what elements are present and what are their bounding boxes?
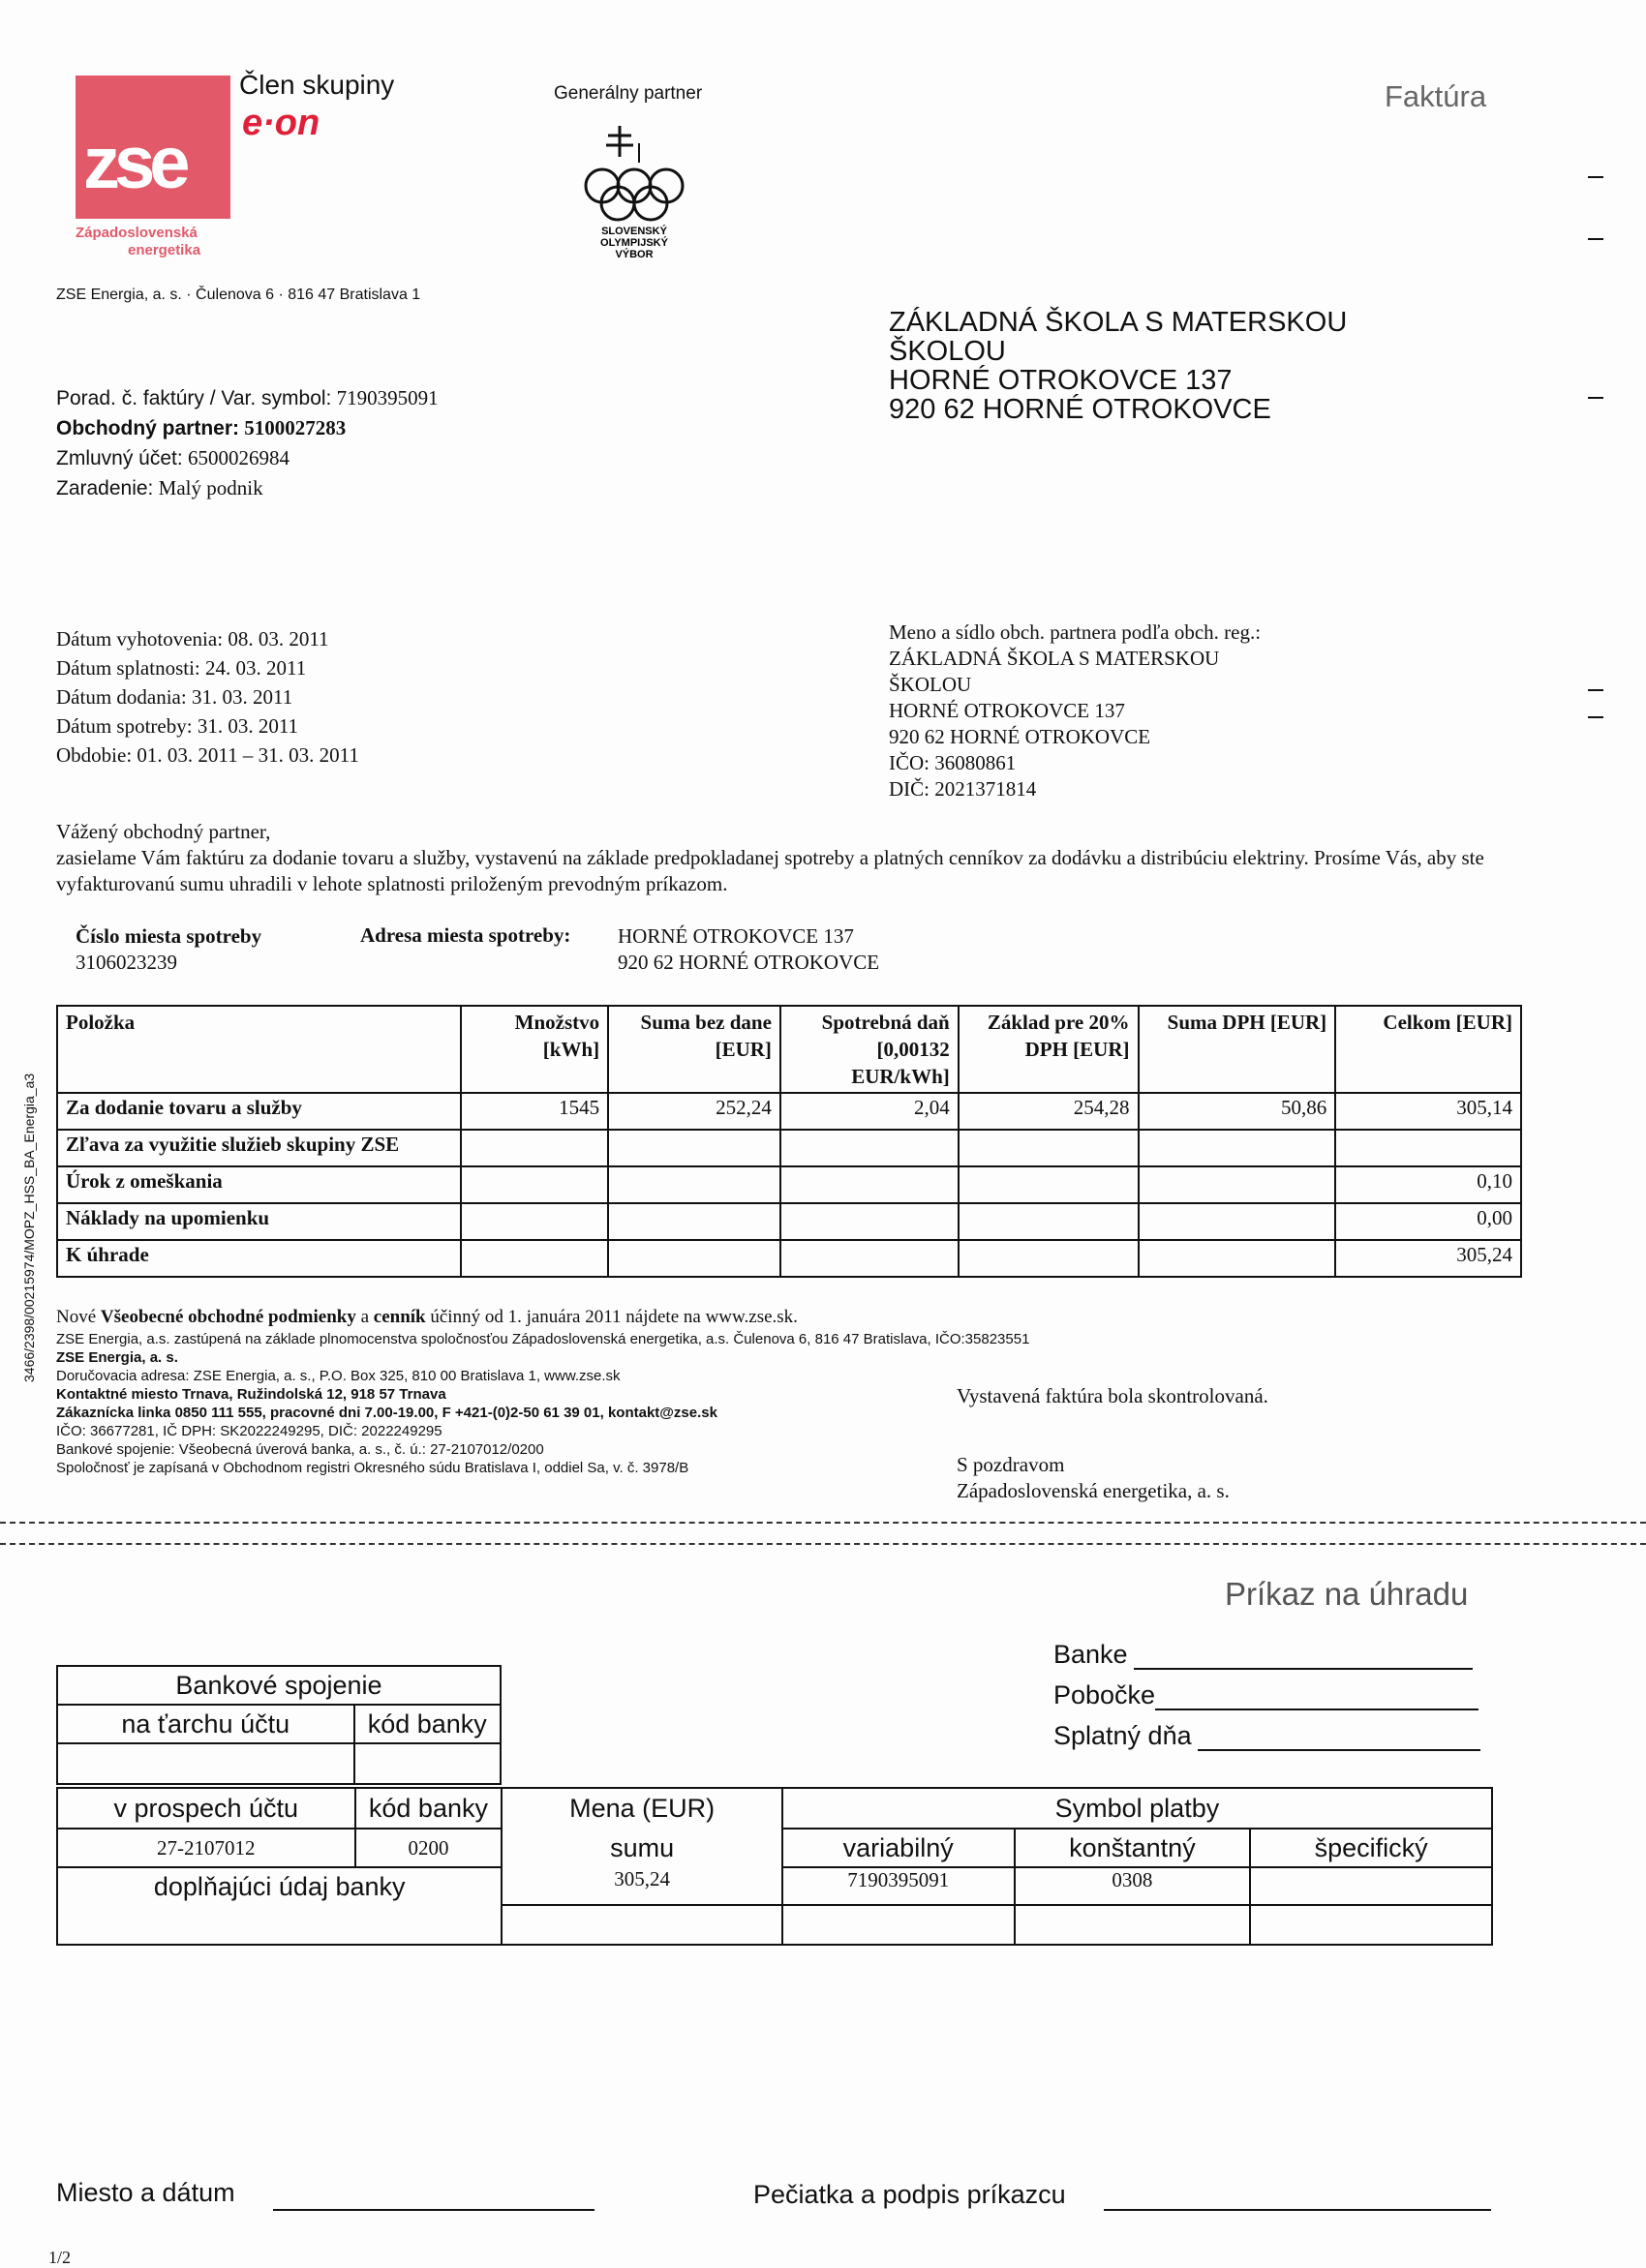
column-header: Základ pre 20% DPH [EUR]	[959, 1006, 1139, 1093]
table-cell: 305,24	[1335, 1240, 1521, 1277]
registered-line: ŠKOLOU	[889, 673, 972, 696]
fold-mark	[1588, 176, 1603, 178]
invoice-number: 7190395091	[336, 386, 439, 409]
invoice-meta	[56, 383, 439, 503]
column-header: Množstvo [kWh]	[461, 1006, 608, 1093]
fold-mark	[1588, 689, 1603, 691]
place-date-field[interactable]	[273, 2209, 594, 2211]
payment-table	[56, 1787, 1493, 1946]
table-cell: 50,86	[1139, 1093, 1336, 1130]
recipient-line: ZÁKLADNÁ ŠKOLA S MATERSKOU	[889, 307, 1348, 338]
table-cell: 305,14	[1335, 1093, 1521, 1130]
olympic-line-2: OLYMPIJSKÝ	[600, 237, 668, 249]
variable-symbol-value: 7190395091	[782, 1867, 1015, 1905]
table-row	[57, 1130, 1521, 1166]
table-cell	[959, 1130, 1139, 1166]
footer-line: Kontaktné miesto Trnava, Ružindolská 12, 918 57 Trnava	[56, 1386, 446, 1403]
credit-account-value: 27-2107012	[57, 1829, 355, 1867]
logo-tagline-1: Západoslovenská	[76, 225, 198, 241]
table-cell: Zľava za využitie služieb skupiny ZSE	[57, 1130, 461, 1166]
table-row-total	[57, 1240, 1521, 1277]
page-number: 1/2	[48, 2248, 72, 2267]
table-cell	[461, 1240, 608, 1277]
credit-bank-code-label: kód banky	[355, 1788, 503, 1829]
eon-logo: e·on	[242, 103, 320, 143]
footer-line: ZSE Energia, a.s. zastúpená na základe plnomocenstva spoločnosťou Západoslovenská energetika, a.s. Čulenova 6, 816 47 Bratislava, IČO:35823551	[56, 1331, 1030, 1347]
debit-bank-code-field[interactable]	[354, 1743, 502, 1784]
fold-mark	[1588, 716, 1603, 718]
footer-line: Zákaznícka linka 0850 111 555, pracovné dni 7.00-19.00, F +421-(0)2-50 61 39 01, kontakt@zse.sk	[56, 1405, 717, 1421]
debit-account-field[interactable]	[57, 1743, 354, 1784]
table-cell	[1139, 1203, 1336, 1240]
table-cell	[461, 1203, 608, 1240]
date-row	[56, 711, 359, 741]
date-row	[56, 682, 359, 711]
recipient-line: HORNÉ OTROKOVCE 137	[889, 365, 1233, 396]
variable-symbol-label: variabilný	[782, 1829, 1015, 1867]
table-row	[57, 1093, 1521, 1130]
dates-block	[56, 624, 359, 770]
table-cell: 0,10	[1335, 1166, 1521, 1203]
table-cell	[780, 1240, 959, 1277]
date-value: 01. 03. 2011 – 31. 03. 2011	[137, 743, 359, 767]
date-label: Dátum dodania:	[56, 685, 187, 709]
intro-body: zasielame Vám faktúru za dodanie tovaru a služby, vystavenú na základe predpokladanej spotreby a platných cenníkov za dodávku a distribúciu elektriny. Prosíme Vás, aby ste vyfakturovanú sumu uhradili v lehote splatnosti priloženým prevodným príkazom.	[56, 846, 1484, 895]
table-cell: Za dodanie tovaru a služby	[57, 1093, 461, 1130]
olympic-rings-icon	[581, 114, 687, 269]
due-field	[1053, 1721, 1480, 1751]
consumption-address-line: 920 62 HORNÉ OTROKOVCE	[618, 951, 880, 974]
stamp-signature-label: Pečiatka a podpis príkazcu	[753, 2180, 1066, 2209]
column-header: Celkom [EUR]	[1335, 1006, 1521, 1093]
tear-line	[0, 1522, 1646, 1524]
currency-label: Mena (EUR)	[502, 1788, 782, 1829]
olympic-line-1: SLOVENSKÝ	[601, 226, 667, 237]
table-cell: 0,00	[1335, 1203, 1521, 1240]
table-cell: 2,04	[780, 1093, 959, 1130]
recipient-address	[889, 308, 1347, 424]
date-label: Obdobie:	[56, 743, 133, 767]
column-header: Spotrebná daň [0,00132 EUR/kWh]	[780, 1006, 959, 1093]
footer-line: Spoločnosť je zapísaná v Obchodnom registri Okresného súdu Bratislava I, oddiel Sa, v. č. 3978/B	[56, 1460, 689, 1476]
olympic-line-3: VÝBOR	[615, 249, 654, 260]
amount-value: 305,24	[502, 1867, 782, 1905]
account-label: Zmluvný účet:	[56, 447, 183, 469]
table-cell: Náklady na upomienku	[57, 1203, 461, 1240]
table-cell: 252,24	[608, 1093, 780, 1130]
date-label: Dátum splatnosti:	[56, 656, 200, 680]
table-cell	[1139, 1166, 1336, 1203]
due-label: Splatný dňa	[1053, 1721, 1192, 1750]
table-header-row	[57, 1006, 1521, 1093]
bank-additional-field[interactable]	[57, 1905, 502, 1945]
registered-line: HORNÉ OTROKOVCE 137	[889, 699, 1125, 722]
invoice-number-label: Porad. č. faktúry / Var. symbol:	[56, 387, 332, 409]
table-cell	[959, 1240, 1139, 1277]
constant-symbol-label: konštantný	[1015, 1829, 1251, 1867]
table-cell: K úhrade	[57, 1240, 461, 1277]
stamp-signature-field[interactable]	[1104, 2209, 1491, 2211]
amount-label: sumu	[502, 1829, 782, 1867]
consumption-point-number: 3106023239	[76, 951, 177, 974]
table-row	[57, 1203, 1521, 1240]
date-row	[56, 653, 359, 682]
bank-connection-table	[56, 1665, 502, 1785]
recipient-line: 920 62 HORNÉ OTROKOVCE	[889, 394, 1271, 425]
table-cell	[461, 1166, 608, 1203]
invoice-checked-note: Vystavená faktúra bola skontrolovaná.	[957, 1384, 1268, 1407]
table-cell	[780, 1166, 959, 1203]
intro-text	[56, 819, 1489, 897]
date-value: 31. 03. 2011	[191, 685, 293, 709]
registered-label: Meno a sídlo obch. partnera podľa obch. reg.:	[889, 620, 1262, 644]
bank-code-label: kód banky	[354, 1705, 502, 1743]
date-value: 31. 03. 2011	[197, 714, 299, 738]
zse-logo	[76, 76, 230, 219]
bank-field	[1053, 1640, 1473, 1670]
terms-line: Nové Všeobecné obchodné podmienky a cenník účinný od 1. januára 2011 nájdete na www.zse.sk.	[56, 1307, 798, 1327]
table-cell: 1545	[461, 1093, 608, 1130]
footer-line: ZSE Energia, a. s.	[56, 1349, 178, 1366]
registered-dic: DIČ: 2021371814	[889, 777, 1037, 801]
table-cell	[959, 1203, 1139, 1240]
table-cell	[780, 1203, 959, 1240]
tear-line	[0, 1543, 1646, 1545]
table-cell	[959, 1166, 1139, 1203]
place-date-label: Miesto a dátum	[56, 2178, 235, 2207]
bank-connection-label: Bankové spojenie	[57, 1666, 501, 1705]
table-cell	[608, 1130, 780, 1166]
branch-label: Pobočke	[1053, 1680, 1156, 1709]
document-code: 3466/2398/00215974/MOPZ_HSS_BA_Energia_a3	[21, 1073, 37, 1382]
document-title: Faktúra	[1385, 79, 1487, 113]
company-signature: Západoslovenská energetika, a. s.	[957, 1479, 1230, 1502]
column-header: Položka	[57, 1006, 461, 1093]
footer-line: Doručovacia adresa: ZSE Energia, a. s., P.O. Box 325, 810 00 Bratislava 1, www.zse.sk	[56, 1368, 621, 1384]
fold-mark	[1588, 397, 1603, 399]
registered-ico: IČO: 36080861	[889, 751, 1017, 774]
credit-bank-code-value: 0200	[355, 1829, 503, 1867]
payment-symbol-label: Symbol platby	[782, 1788, 1492, 1829]
date-row	[56, 741, 359, 770]
date-label: Dátum spotreby:	[56, 714, 193, 738]
date-label: Dátum vyhotovenia:	[56, 627, 224, 650]
account-number: 6500026984	[187, 446, 290, 469]
consumption-address-line: HORNÉ OTROKOVCE 137	[618, 924, 854, 948]
zse-logo-text: zse	[83, 122, 185, 204]
payment-order-title: Príkaz na úhradu	[1225, 1576, 1469, 1612]
general-partner-label: Generálny partner	[554, 83, 703, 104]
clen-skupiny: Člen skupiny	[239, 70, 395, 100]
sender-address: ZSE Energia, a. s. · Čulenova 6 · 816 47 Bratislava 1	[56, 287, 421, 303]
date-value: 24. 03. 2011	[205, 656, 307, 680]
consumption-point-label: Číslo miesta spotreby	[76, 924, 262, 948]
table-cell	[608, 1166, 780, 1203]
logo-tagline-2: energetika	[128, 242, 201, 258]
table-cell	[1139, 1130, 1336, 1166]
category-label: Zaradenie:	[56, 477, 154, 499]
table-cell	[461, 1130, 608, 1166]
invoice-table	[56, 1005, 1522, 1278]
specific-symbol-label: špecifický	[1250, 1829, 1492, 1867]
consumption-address-label: Adresa miesta spotreby:	[360, 923, 571, 947]
table-cell	[608, 1240, 780, 1277]
bank-label: Banke	[1053, 1640, 1128, 1669]
bank-additional-label: doplňajúci údaj banky	[57, 1867, 502, 1905]
table-cell	[780, 1130, 959, 1166]
regards: S pozdravom	[957, 1453, 1065, 1476]
greeting: Vážený obchodný partner,	[56, 820, 271, 843]
debit-account-label: na ťarchu účtu	[57, 1705, 354, 1743]
partner-label: Obchodný partner:	[56, 417, 240, 439]
olympic-logo	[581, 114, 687, 274]
table-cell	[608, 1203, 780, 1240]
consumption-point	[76, 923, 261, 976]
category-value: Malý podnik	[158, 476, 263, 499]
date-row	[56, 624, 359, 653]
registered-line: 920 62 HORNÉ OTROKOVCE	[889, 725, 1151, 748]
branch-field	[1053, 1680, 1478, 1710]
column-header: Suma bez dane [EUR]	[608, 1006, 780, 1093]
registered-line: ZÁKLADNÁ ŠKOLA S MATERSKOU	[889, 647, 1220, 670]
footer-line: Bankové spojenie: Všeobecná úverová banka, a. s., č. ú.: 27-2107012/0200	[56, 1441, 544, 1458]
company-footer	[56, 1305, 1029, 1477]
recipient-line: ŠKOLOU	[889, 336, 1006, 367]
table-cell	[1335, 1130, 1521, 1166]
closing	[957, 1452, 1230, 1504]
footer-line: IČO: 36677281, IČ DPH: SK2022249295, DIČ: 2022249295	[56, 1423, 442, 1439]
consumption-address	[618, 923, 879, 976]
constant-symbol-value: 0308	[1015, 1867, 1251, 1905]
credit-account-label: v prospech účtu	[57, 1788, 355, 1829]
table-cell	[1139, 1240, 1336, 1277]
registered-partner	[889, 620, 1261, 802]
table-row	[57, 1166, 1521, 1203]
column-header: Suma DPH [EUR]	[1139, 1006, 1336, 1093]
fold-mark	[1588, 238, 1603, 240]
partner-number: 5100027283	[244, 416, 347, 439]
specific-symbol-value[interactable]	[1250, 1867, 1492, 1905]
date-value: 08. 03. 2011	[228, 627, 329, 650]
table-cell: Úrok z omeškania	[57, 1166, 461, 1203]
table-cell: 254,28	[959, 1093, 1139, 1130]
